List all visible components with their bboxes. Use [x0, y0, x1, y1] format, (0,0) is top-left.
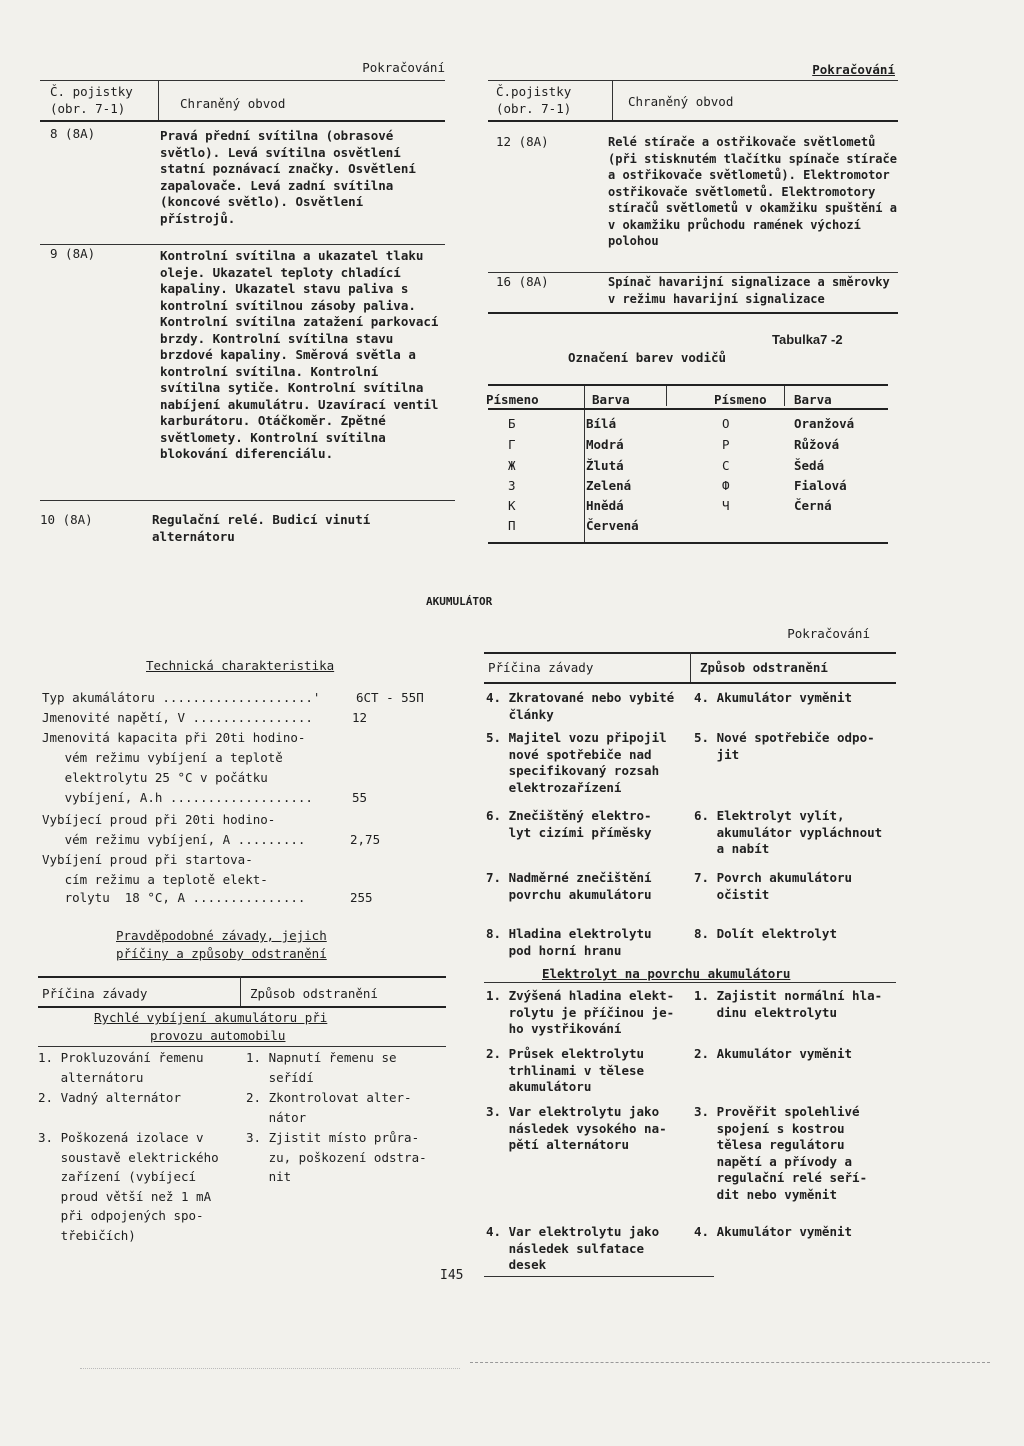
continued-label-right: Pokračování — [812, 62, 895, 77]
scan-artifact-line — [470, 1362, 990, 1363]
fault-fix: 7. Povrch akumulátoru očistit — [694, 870, 853, 902]
table-top-rule — [488, 80, 898, 81]
continued-label-left: Pokračování — [362, 60, 445, 75]
fault-cause: 4. Zkratované nebo vybité články — [486, 690, 675, 722]
table-title: Označení barev vodičů — [568, 350, 727, 365]
wire-color: Modrá — [586, 437, 624, 452]
header-bottom-rule — [488, 120, 898, 122]
fuse-cell: 9 (8A) — [50, 246, 96, 261]
fault-fix: 5. Nové spotřebiče odpo- jit — [694, 730, 875, 762]
faults-subtitle: Rychlé vybíjení akumulátoru při — [94, 1010, 328, 1025]
fault-fix: 6. Elektrolyt vylít, akumulátor vypláchnout a nabít — [694, 808, 883, 856]
tech-value: 6CT - 55П — [356, 690, 424, 705]
wire-letter: О — [722, 416, 730, 431]
fault-fix: 2. Zkontrolovat alter- nátor — [246, 1090, 412, 1125]
header-divider — [240, 976, 241, 1006]
tech-value: 2,75 — [350, 832, 381, 847]
header-bottom-rule — [488, 408, 888, 410]
tech-line: Jmenovité napětí, V ................ — [42, 710, 313, 725]
fault-cause: 6. Znečištěný elektro- lyt cizími příměsky — [486, 808, 652, 840]
tech-line: rolytu 18 °C, A ............... — [42, 890, 306, 905]
fuse-header: Č.pojistky (obr. 7-1) — [496, 84, 572, 116]
table-top-rule — [40, 80, 445, 81]
row-rule — [40, 500, 455, 501]
tech-line: vém režimu vybíjení, A ......... — [42, 832, 306, 847]
table-bottom-rule — [488, 312, 898, 314]
section-title: AKUMULÁTOR — [426, 595, 493, 608]
fault-cause: 2. Průsek elektrolytu trhlinami v tělese akumulátoru — [486, 1046, 645, 1094]
header-divider — [690, 652, 691, 682]
tech-value: 255 — [350, 890, 373, 905]
fault-fix: 1. Napnutí řemenu se seřídí — [246, 1050, 397, 1085]
faults-title: příčiny a způsoby odstranění — [116, 946, 327, 961]
circuit-cell: Spínač havarijní signalizace a směrovky v režimu havarijní signalizace — [608, 275, 890, 306]
tech-title: Technická charakteristika — [146, 658, 335, 673]
fuse-cell: 10 (8A) — [40, 512, 93, 527]
fuse-header: Č. pojistky (obr. 7-1) — [50, 84, 133, 116]
header-bottom-rule — [40, 120, 445, 122]
faults-subtitle: Elektrolyt na povrchu akumulátoru — [542, 966, 791, 981]
wire-letter: Г — [508, 437, 516, 452]
scan-artifact-line — [80, 1368, 460, 1369]
wire-color: Hnědá — [586, 498, 624, 513]
fault-cause: 2. Vadný alternátor — [38, 1090, 181, 1105]
tech-value: 12 — [352, 710, 368, 725]
header-divider — [158, 80, 159, 120]
header-bottom-rule — [484, 682, 896, 684]
header-bottom-rule — [38, 1006, 446, 1008]
wire-letter: Б — [508, 416, 516, 431]
table-bottom-rule — [484, 1276, 714, 1277]
wire-letter: Ч — [722, 498, 730, 513]
tech-line: Vybíjecí proud při 20ti hodino- — [42, 812, 276, 827]
fault-fix: 4. Akumulátor vyměnit — [694, 1224, 853, 1239]
fault-cause: 3. Poškozená izolace v soustavě elektrického zařízení (vybíjecí proud větší než 1 mA při odpojených spo- třebičích) — [38, 1130, 219, 1243]
wire-color: Červená — [586, 518, 639, 533]
fuse-cell: 12 (8A) — [496, 134, 549, 149]
page-number: I45 — [440, 1268, 464, 1283]
wire-color: Žlutá — [586, 458, 624, 473]
fuse-cell: 8 (8A) — [50, 126, 96, 141]
tech-line: elektrolytu 25 °C v počátku — [42, 770, 268, 785]
wire-color: Šedá — [794, 458, 825, 473]
col-header-letter: Písmeno — [714, 392, 767, 407]
column-divider — [784, 386, 785, 406]
circuit-cell: Regulační relé. Budicí vinutí alternátoru — [152, 512, 371, 544]
tech-line: cím režimu a teplotě elekt- — [42, 872, 268, 887]
circuit-header: Chraněný obvod — [180, 96, 286, 111]
wire-color: Růžová — [794, 437, 840, 452]
row-rule — [40, 244, 445, 245]
fault-cause: 8. Hladina elektrolytu pod horní hranu — [486, 926, 652, 958]
row-rule — [38, 1046, 446, 1047]
faults-subtitle: provozu automobilu — [150, 1028, 286, 1043]
fault-cause: 1. Prokluzování řemenu alternátoru — [38, 1050, 204, 1085]
wire-color: Bílá — [586, 416, 617, 431]
table-bottom-rule — [488, 542, 888, 544]
wire-letter: П — [508, 518, 516, 533]
wire-color: Oranžová — [794, 416, 855, 431]
circuit-cell: Pravá přední svítilna (obrasové světlo). Levá svítilna osvětlení statní poznávací značky. Osvětlení zapalovače. Levá zadní svítilna (koncové světlo). Osvětlení přístrojů. — [160, 128, 416, 226]
wire-letter: К — [508, 498, 516, 513]
wire-color: Zelená — [586, 478, 632, 493]
table-number: Tabulka7 -2 — [772, 332, 843, 347]
col-header-letter: Písmeno — [486, 392, 539, 407]
fuse-cell: 16 (8A) — [496, 274, 549, 289]
tech-line: Vybíjení proud při startova- — [42, 852, 253, 867]
faults-title: Pravděpodobné závady, jejich — [116, 928, 327, 943]
fault-cause: 7. Nadměrné znečištění povrchu akumulátoru — [486, 870, 652, 902]
row-rule — [488, 272, 898, 273]
cause-header: Příčina závady — [488, 660, 594, 675]
fault-fix: 4. Akumulátor vyměnit — [694, 690, 853, 705]
wire-letter: Ж — [508, 458, 516, 473]
wire-letter: С — [722, 458, 730, 473]
fault-fix: 3. Zjistit místo průra- zu, poškození odstra- nit — [246, 1130, 427, 1184]
circuit-cell: Relé stírače a ostřikovače světlometů (při stisknutém tlačítku spínače stírače a ostřikovače světlometů). Elektromotor ostřikovače světlometů. Elektromotory stíračů světlometů v okamžiku spuštění a v okamžiku průchodu ramének výchozí polohou — [608, 135, 897, 248]
col-header-color: Barva — [592, 392, 630, 407]
table-top-rule — [38, 976, 446, 978]
continued-label: Pokračování — [787, 626, 870, 641]
wire-color: Fialová — [794, 478, 847, 493]
fault-cause: 3. Var elektrolytu jako následek vysokého na- pětí alternátoru — [486, 1104, 667, 1152]
fix-header: Způsob odstranění — [250, 986, 378, 1001]
cause-header: Příčina závady — [42, 986, 148, 1001]
row-rule — [484, 982, 896, 983]
fault-cause: 1. Zvýšená hladina elekt- rolytu je příčinou je- ho vystřikování — [486, 988, 675, 1036]
circuit-header: Chraněný obvod — [628, 94, 734, 109]
fault-fix: 1. Zajistit normální hla- dinu elektrolytu — [694, 988, 883, 1020]
tech-value: 55 — [352, 790, 368, 805]
circuit-cell: Kontrolní svítilna a ukazatel tlaku oleje. Ukazatel teploty chladící kapaliny. Ukazatel stavu paliva s kontrolní svítilnou zásoby paliva. Kontrolní svítilna zatažení parkovací brzdy. Kontrolní svítilna stavu brzdové kapaliny. Směrová světla a kontrolní svítilna. Kontrolní svítilna sytiče. Kontrolní svítilna nabíjení akumulátru. Uzavírací ventil karburátoru. Otáčkoměr. Zpětné světlomety. Kontrolní svítilna blokování diferenciálu. — [160, 248, 439, 461]
wire-letter: Р — [722, 437, 730, 452]
col-header-color: Barva — [794, 392, 832, 407]
fault-fix: 8. Dolít elektrolyt — [694, 926, 837, 941]
fault-cause: 4. Var elektrolytu jako následek sulfatace desek — [486, 1224, 660, 1272]
tech-line: Typ akumálátoru ....................' — [42, 690, 321, 705]
tech-line: Jmenovitá kapacita při 20ti hodino- — [42, 730, 306, 745]
fix-header: Způsob odstranění — [700, 660, 828, 675]
table-top-rule — [488, 384, 888, 386]
column-divider — [666, 386, 667, 406]
tech-line: vybíjení, A.h ................... — [42, 790, 313, 805]
fault-fix: 3. Prověřit spolehlivé spojení s kostrou tělesa regulátoru napětí a přívody a regulační relé seří- dit nebo vyměnit — [694, 1104, 868, 1202]
tech-line: vém režimu vybíjení a teplotě — [42, 750, 283, 765]
fault-cause: 5. Majitel vozu připojil nové spotřebiče nad specifikovaný rozsah elektrozařízení — [486, 730, 667, 795]
wire-color: Černá — [794, 498, 832, 513]
wire-letter: З — [508, 478, 516, 493]
header-divider — [612, 80, 613, 120]
wire-letter: Ф — [722, 478, 730, 493]
fault-fix: 2. Akumulátor vyměnit — [694, 1046, 853, 1061]
